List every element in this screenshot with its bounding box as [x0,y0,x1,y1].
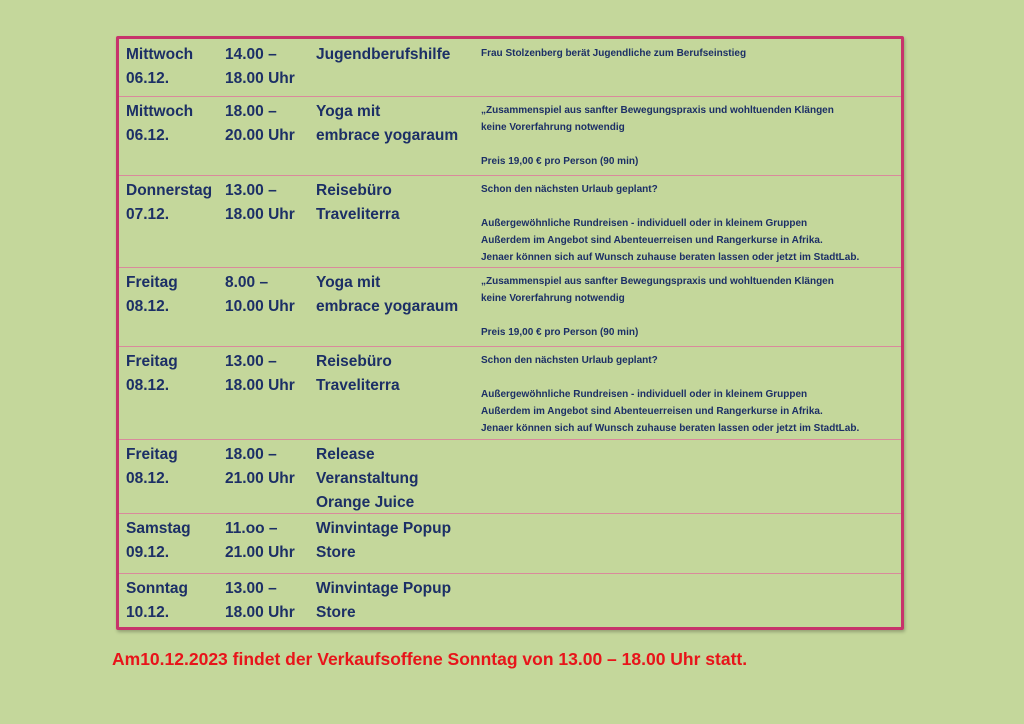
start-time: 13.00 – [225,353,277,370]
date: 07.12. [126,206,170,223]
description-line: Außerdem im Angebot sind Abenteuerreisen und Rangerkurse in Afrika. [481,235,823,246]
event-title-line: Winvintage Popup [316,580,452,597]
schedule-row [119,39,901,97]
event-day [126,577,226,625]
weekday: Samstag [126,520,191,537]
event-title [316,443,476,515]
event-time [225,179,315,227]
start-time: 13.00 – [225,182,277,199]
weekday: Mittwoch [126,103,194,120]
date: 06.12. [126,127,170,144]
weekday: Freitag [126,274,178,291]
start-time: 18.00 – [225,103,277,120]
weekday: Mittwoch [126,46,194,63]
description-line: „Zusammenspiel aus sanfter Bewegungspraxis und wohltuenden Klängen [481,276,834,287]
end-time: 18.00 Uhr [225,70,295,87]
event-time [225,443,315,491]
event-description [481,181,901,266]
end-time: 18.00 Uhr [225,377,295,394]
schedule-table [116,36,904,630]
footer-note: Am10.12.2023 findet der Verkaufsoffene Sonntag von 13.00 – 18.00 Uhr statt. [112,649,748,669]
event-title-line: Yoga mit [316,103,381,120]
schedule-row [119,513,901,574]
weekday: Freitag [126,353,178,370]
schedule-row [119,175,901,268]
schedule-row [119,346,901,440]
end-time: 21.00 Uhr [225,470,295,487]
event-description [481,45,901,62]
description-line: Außerdem im Angebot sind Abenteuerreisen und Rangerkurse in Afrika. [481,406,823,417]
description-line: Jenaer können sich auf Wunsch zuhause beraten lassen oder jetzt im StadtLab. [481,423,860,434]
event-time [225,271,315,319]
event-time [225,100,315,148]
end-time: 10.00 Uhr [225,298,295,315]
event-title-line: Traveliterra [316,377,400,394]
description-line: Schon den nächsten Urlaub geplant? [481,355,658,366]
event-title-line: Orange Juice [316,494,415,511]
blank-line [481,369,901,386]
date: 08.12. [126,470,170,487]
description-line: Jenaer können sich auf Wunsch zuhause beraten lassen oder jetzt im StadtLab. [481,252,860,263]
date: 08.12. [126,298,170,315]
event-title [316,350,476,398]
date: 06.12. [126,70,170,87]
event-title [316,577,476,625]
event-time [225,350,315,398]
date: 09.12. [126,544,170,561]
schedule-row [119,267,901,347]
description-line: „Zusammenspiel aus sanfter Bewegungspraxis und wohltuenden Klängen [481,105,834,116]
schedule-row [119,439,901,514]
start-time: 18.00 – [225,446,277,463]
event-time [225,577,315,625]
event-title-line: Reisebüro [316,353,392,370]
event-title-line: embrace yogaraum [316,298,459,315]
start-time: 14.00 – [225,46,277,63]
event-description [481,102,901,170]
event-description [481,273,901,341]
event-title-line: Veranstaltung [316,470,419,487]
description-line: Preis 19,00 € pro Person (90 min) [481,156,639,167]
schedule-row [119,96,901,176]
event-day [126,443,226,491]
weekday: Freitag [126,446,178,463]
description-line: keine Vorerfahrung notwendig [481,122,625,133]
event-title [316,100,476,148]
weekday: Sonntag [126,580,188,597]
event-title-line: Release [316,446,375,463]
blank-line [481,307,901,324]
event-day [126,271,226,319]
event-day [126,350,226,398]
end-time: 20.00 Uhr [225,127,295,144]
event-title-line: embrace yogaraum [316,127,459,144]
description-line: Schon den nächsten Urlaub geplant? [481,184,658,195]
weekday: Donnerstag [126,182,213,199]
event-title-line: Winvintage Popup [316,520,452,537]
start-time: 8.00 – [225,274,269,291]
description-line: Außergewöhnliche Rundreisen - individuell oder in kleinem Gruppen [481,389,808,400]
description-line: Frau Stolzenberg berät Jugendliche zum Berufseinstieg [481,48,747,59]
start-time: 11.oo – [225,520,278,537]
event-description [481,352,901,437]
event-title [316,271,476,319]
date: 08.12. [126,377,170,394]
event-title-line: Jugendberufshilfe [316,46,451,63]
event-title [316,517,476,565]
event-title [316,43,476,67]
schedule-row [119,573,901,629]
description-line: Preis 19,00 € pro Person (90 min) [481,327,639,338]
event-title-line: Traveliterra [316,206,400,223]
blank-line [481,198,901,215]
event-title [316,179,476,227]
description-line: keine Vorerfahrung notwendig [481,293,625,304]
event-day [126,517,226,565]
event-title-line: Yoga mit [316,274,381,291]
event-title-line: Reisebüro [316,182,392,199]
end-time: 18.00 Uhr [225,604,295,621]
event-time [225,517,315,565]
event-day [126,179,226,227]
event-time [225,43,315,91]
event-day [126,100,226,148]
description-line: Außergewöhnliche Rundreisen - individuell oder in kleinem Gruppen [481,218,808,229]
date: 10.12. [126,604,170,621]
start-time: 13.00 – [225,580,277,597]
event-day [126,43,226,91]
event-title-line: Store [316,544,356,561]
blank-line [481,136,901,153]
end-time: 18.00 Uhr [225,206,295,223]
end-time: 21.00 Uhr [225,544,295,561]
event-title-line: Store [316,604,356,621]
